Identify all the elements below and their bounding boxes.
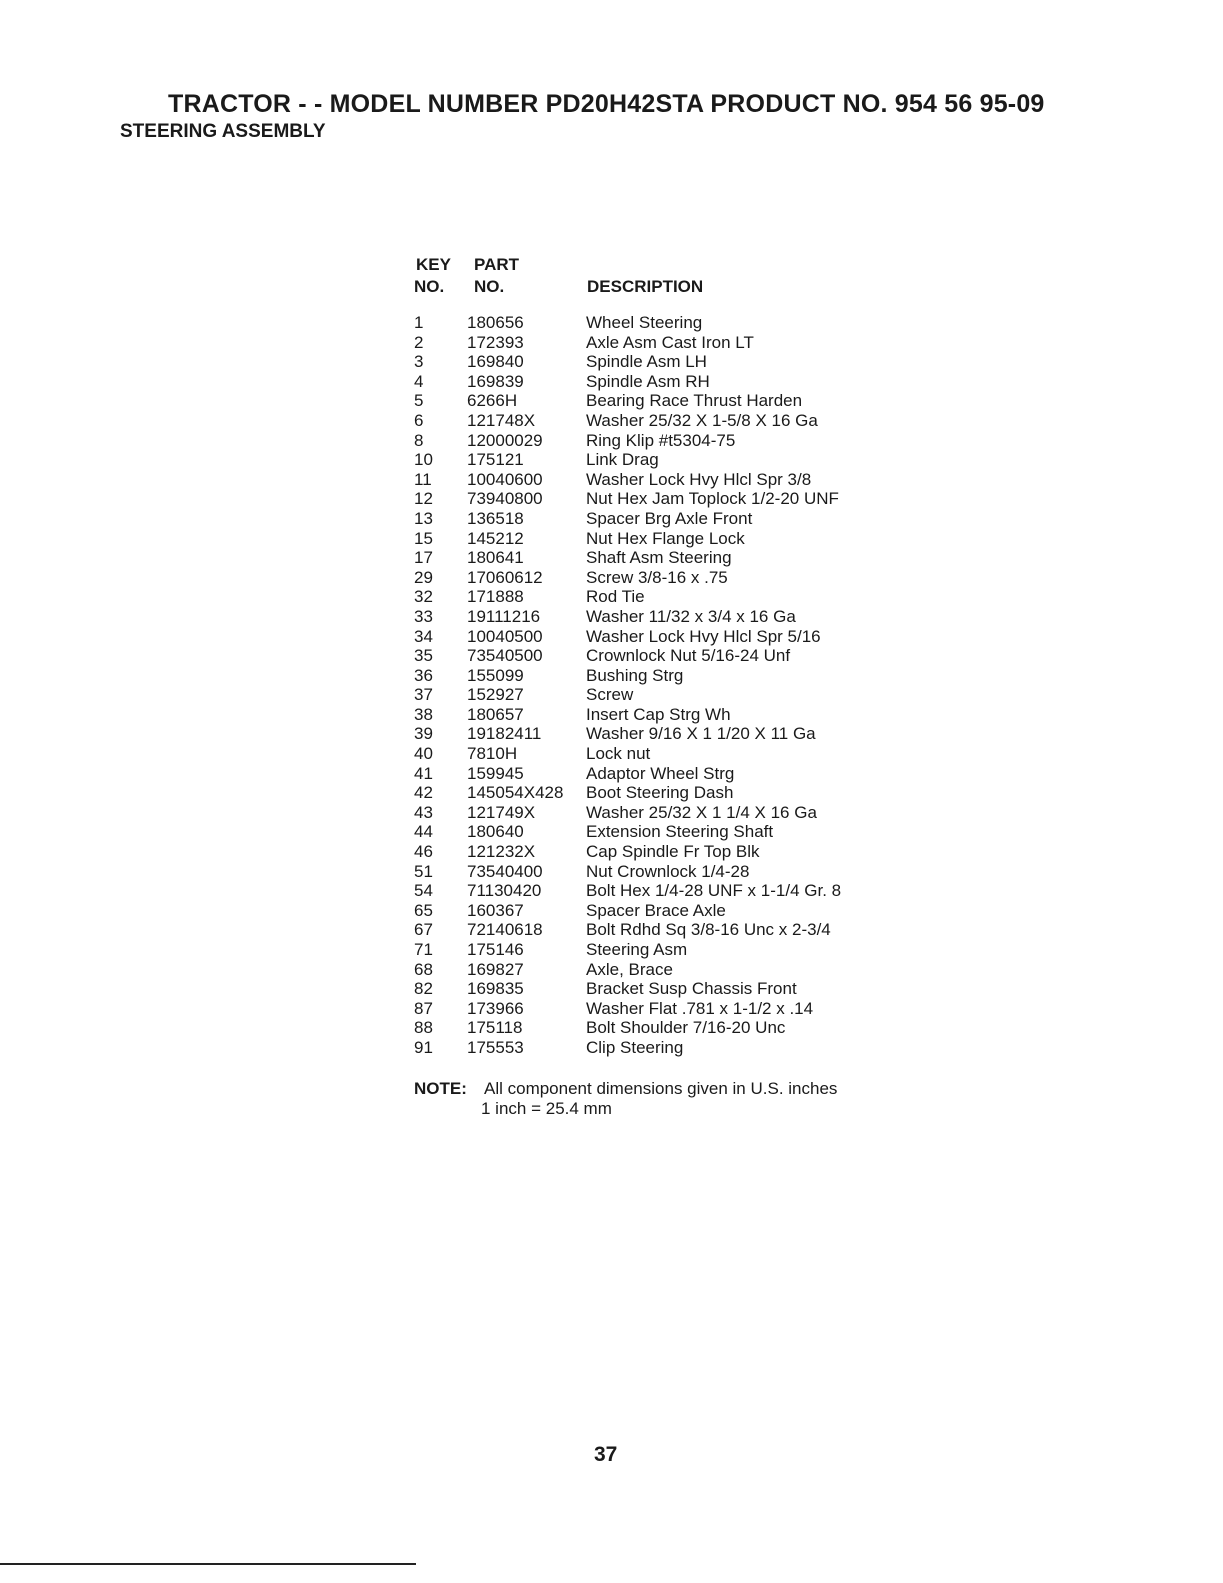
description-cell: Steering Asm	[586, 940, 688, 959]
part-number-cell: 10040600	[467, 469, 543, 489]
part-number-cell: 145054X428	[467, 783, 564, 803]
description-cell: Screw 3/8-16 x .75	[586, 567, 728, 587]
key-header-line2: NO.	[414, 277, 445, 296]
key-cell: 67	[414, 920, 433, 940]
description-cell: Spindle Asm LH	[586, 352, 707, 372]
part-number-cell: 17060612	[467, 567, 543, 587]
note-line1: All component dimensions given in U.S. inches	[484, 1079, 838, 1098]
key-header-line1: KEY	[416, 255, 451, 274]
key-cell: 41	[414, 763, 433, 783]
description-cell: Crownlock Nut 5/16-24 Unf	[586, 646, 791, 666]
part-number-cell: 7810H	[467, 744, 518, 764]
key-cell: 68	[414, 959, 433, 979]
part-number-cell: 121748X	[467, 410, 536, 430]
key-cell: 44	[414, 822, 433, 842]
part-number-cell: 169840	[467, 352, 524, 372]
key-cell: 43	[414, 802, 433, 822]
key-cell: 6	[414, 410, 424, 430]
key-cell: 32	[414, 587, 433, 607]
key-cell: 88	[414, 1018, 433, 1038]
key-cell: 82	[414, 979, 433, 999]
key-cell: 34	[414, 626, 433, 646]
description-cell: Adaptor Wheel Strg	[586, 763, 735, 783]
key-cell: 36	[414, 665, 433, 685]
key-cell: 54	[414, 881, 433, 901]
page-number: 37	[594, 1443, 618, 1466]
part-number-cell: 169839	[467, 371, 524, 391]
part-number-cell: 155099	[467, 665, 524, 685]
page-title: TRACTOR - - MODEL NUMBER PD20H42STA PRODUCT NO. 954 56 95-09	[168, 90, 1045, 118]
description-cell: Washer Lock Hvy Hlcl Spr 5/16	[586, 626, 821, 646]
key-cell: 39	[414, 724, 433, 744]
key-cell: 5	[414, 391, 424, 411]
part-number-cell: 169827	[467, 959, 524, 979]
part-number-cell: 180656	[467, 313, 524, 332]
part-number-cell: 6266H	[467, 391, 518, 411]
key-cell: 33	[414, 606, 433, 626]
key-cell: 35	[414, 646, 433, 666]
part-header-line2: NO.	[474, 277, 505, 296]
description-cell: Insert Cap Strg Wh	[586, 704, 731, 724]
description-cell: Boot Steering Dash	[586, 783, 734, 803]
description-cell: Spacer Brace Axle	[586, 900, 726, 920]
part-number-cell: 10040500	[467, 626, 543, 646]
part-number-cell: 73940800	[467, 489, 543, 509]
description-cell: Bearing Race Thrust Harden	[586, 391, 803, 411]
part-number-cell: 172393	[467, 332, 524, 352]
description-cell: Spindle Asm RH	[586, 371, 710, 391]
part-number-cell: 19182411	[467, 724, 542, 744]
section-title: STEERING ASSEMBLY	[120, 121, 326, 142]
part-number-cell: 73540500	[467, 646, 543, 666]
description-cell: Shaft Asm Steering	[586, 548, 732, 568]
description-cell: Washer Lock Hvy Hlcl Spr 3/8	[586, 469, 812, 489]
part-number-cell: 180641	[467, 548, 524, 568]
key-cell: 87	[414, 998, 433, 1018]
part-number-cell: 171888	[467, 587, 524, 607]
part-number-cell: 72140618	[467, 920, 543, 940]
description-cell: Bracket Susp Chassis Front	[586, 979, 797, 999]
key-cell: 65	[414, 900, 433, 920]
part-number-cell: 175553	[467, 1037, 524, 1057]
description-cell: Washer Flat .781 x 1-1/2 x .14	[586, 998, 814, 1018]
key-cell: 51	[414, 861, 433, 881]
part-number-cell: 175121	[467, 450, 524, 470]
key-cell: 8	[414, 430, 424, 450]
part-number-cell: 180657	[467, 704, 524, 724]
part-number-cell: 73540400	[467, 861, 543, 881]
description-cell: Washer 25/32 X 1 1/4 X 16 Ga	[586, 802, 817, 822]
part-number-cell: 145212	[467, 528, 524, 548]
key-cell: 10	[414, 450, 433, 470]
description-cell: Nut Hex Flange Lock	[586, 528, 745, 548]
part-header-line1: PART	[474, 255, 520, 274]
part-number-cell: 136518	[467, 508, 524, 528]
bottom-rule	[0, 1563, 416, 1565]
key-cell: 42	[414, 783, 433, 803]
description-cell: Rod Tie	[586, 587, 645, 607]
description-cell: Washer 11/32 x 3/4 x 16 Ga	[586, 606, 796, 626]
description-cell: Axle, Brace	[586, 959, 673, 979]
description-cell: Link Drag	[586, 450, 659, 470]
description-cell: Bolt Hex 1/4-28 UNF x 1-1/4 Gr. 8	[586, 881, 842, 901]
part-number-cell: 19111216	[467, 606, 541, 626]
part-number-cell: 12000029	[467, 430, 543, 450]
description-header: DESCRIPTION	[587, 277, 704, 296]
description-cell: Nut Hex Jam Toplock 1/2-20 UNF	[586, 489, 839, 509]
key-cell: 40	[414, 744, 433, 764]
description-cell: Axle Asm Cast Iron LT	[586, 332, 754, 352]
description-cell: Ring Klip #t5304-75	[586, 430, 736, 450]
description-cell: Extension Steering Shaft	[586, 822, 774, 842]
description-cell: Bushing Strg	[586, 665, 684, 685]
description-cell: Bolt Rdhd Sq 3/8-16 Unc x 2-3/4	[586, 920, 831, 940]
key-cell: 12	[414, 489, 433, 509]
part-number-cell: 152927	[467, 685, 524, 705]
description-cell: Washer 9/16 X 1 1/20 X 11 Ga	[586, 724, 816, 744]
key-cell: 4	[414, 371, 424, 391]
part-number-cell: 121749X	[467, 802, 536, 822]
key-cell: 13	[414, 508, 433, 528]
part-number-cell: 159945	[467, 763, 524, 783]
key-cell: 17	[414, 548, 433, 568]
key-cell: 37	[414, 685, 433, 705]
key-cell: 29	[414, 567, 433, 587]
description-cell: Lock nut	[586, 744, 651, 764]
description-cell: Wheel Steering	[586, 313, 703, 332]
key-cell: 1	[414, 313, 424, 332]
key-cell: 46	[414, 842, 433, 862]
description-cell: Cap Spindle Fr Top Blk	[586, 842, 760, 862]
key-cell: 91	[414, 1037, 433, 1057]
key-cell: 71	[414, 940, 433, 959]
key-cell: 38	[414, 704, 433, 724]
description-cell: Spacer Brg Axle Front	[586, 508, 753, 528]
description-cell: Nut Crownlock 1/4-28	[586, 861, 750, 881]
description-cell: Bolt Shoulder 7/16-20 Unc	[586, 1018, 786, 1038]
note-label: NOTE:	[414, 1079, 467, 1098]
description-cell: Washer 25/32 X 1-5/8 X 16 Ga	[586, 410, 818, 430]
part-number-cell: 160367	[467, 900, 524, 920]
part-number-cell: 175118	[467, 1018, 523, 1038]
note-line2: 1 inch = 25.4 mm	[481, 1099, 612, 1118]
part-number-cell: 180640	[467, 822, 524, 842]
part-number-cell: 121232X	[467, 842, 536, 862]
part-number-cell: 175146	[467, 940, 524, 959]
key-cell: 15	[414, 528, 433, 548]
description-cell: Screw	[586, 685, 634, 705]
part-number-cell: 173966	[467, 998, 524, 1018]
key-cell: 2	[414, 332, 424, 352]
description-cell: Clip Steering	[586, 1037, 684, 1057]
key-cell: 3	[414, 352, 424, 372]
key-cell: 11	[414, 469, 432, 489]
part-number-cell: 71130420	[467, 881, 542, 901]
part-number-cell: 169835	[467, 979, 524, 999]
